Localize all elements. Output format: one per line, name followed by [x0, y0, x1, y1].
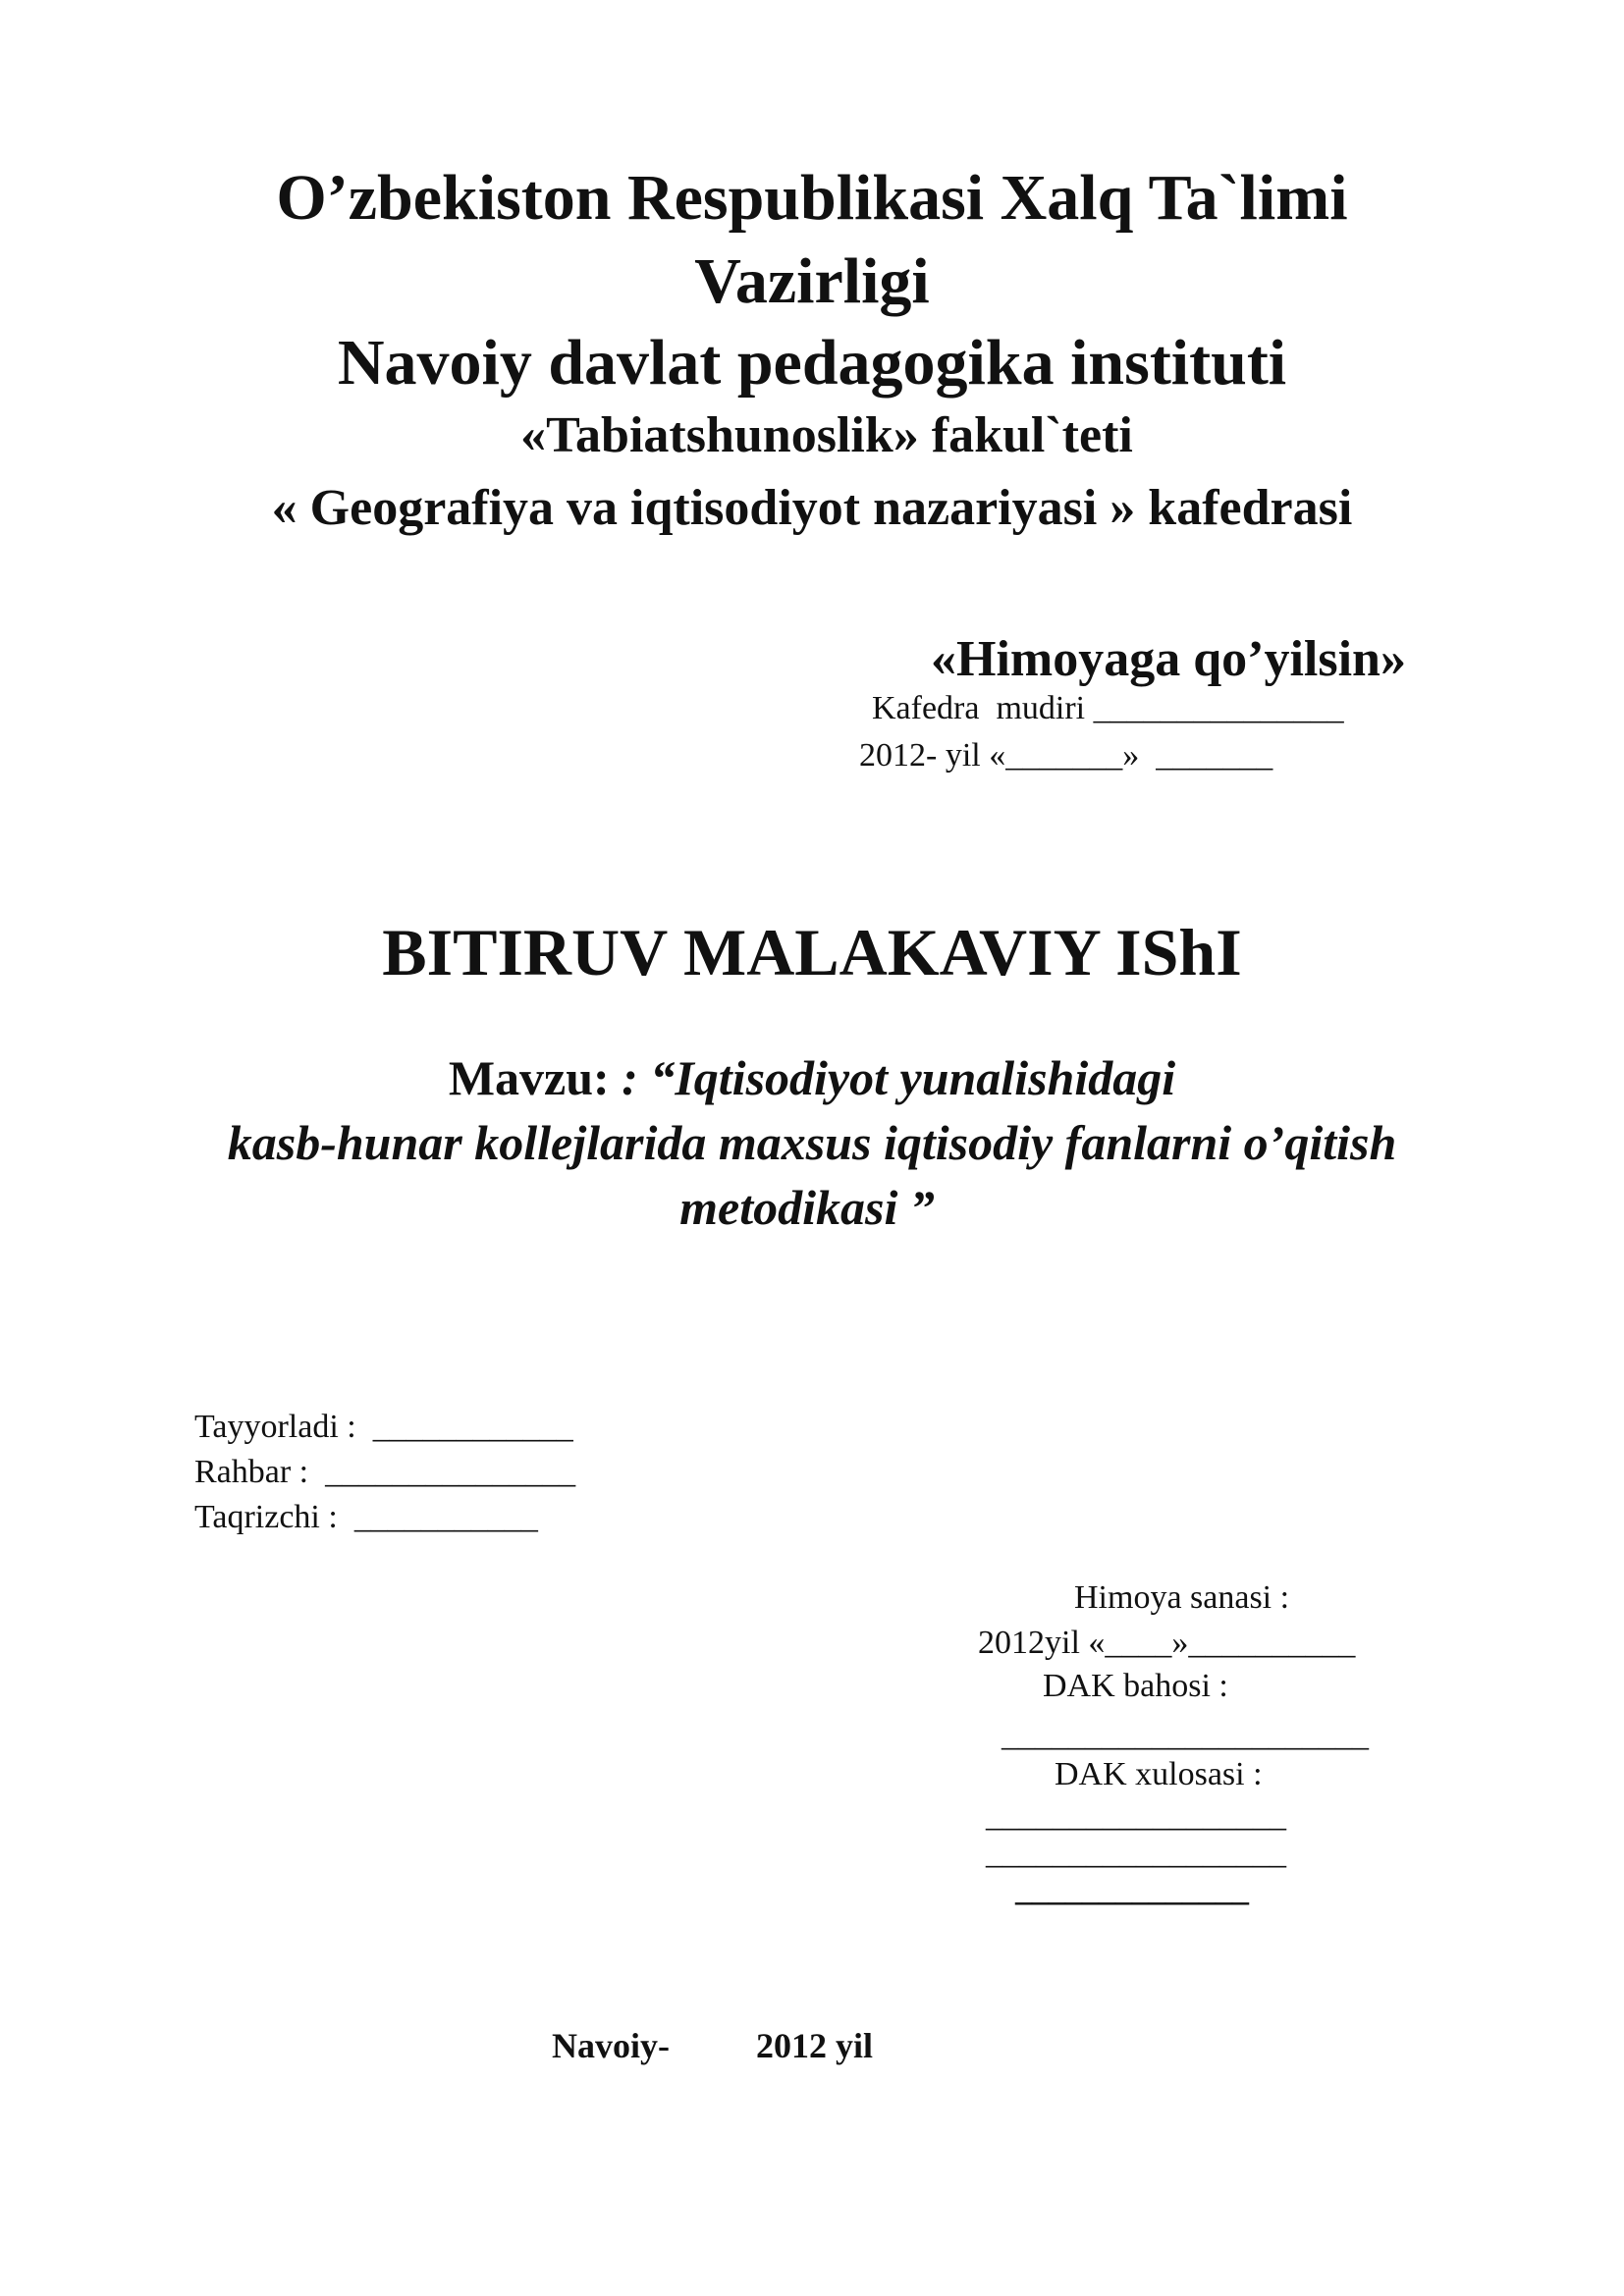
prepared-by-line: Tayyorladi : ____________ — [194, 1409, 573, 1445]
topic-label: Mavzu: — [448, 1050, 623, 1105]
topic-text-1: “Iqtisodiyot yunalishidagi — [637, 1050, 1176, 1105]
topic-line-2: kasb-hunar kollejlarida maxsus iqtisodiy fanlarni o’qitish — [227, 1115, 1397, 1170]
dak-grade-label: DAK bahosi : — [1043, 1668, 1228, 1704]
head-of-department-line: Kafedra mudiri _______________ — [872, 690, 1344, 726]
reviewer-line: Taqrizchi : ___________ — [194, 1499, 538, 1535]
footer-city: Navoiy- — [552, 2026, 670, 2065]
institute-name: Navoiy davlat pedagogika instituti — [337, 327, 1287, 399]
dak-conclusion-line-1: __________________ — [986, 1797, 1286, 1834]
dak-conclusion-line-3: ______________ — [1015, 1872, 1249, 1908]
dak-conclusion-label: DAK xulosasi : — [1055, 1756, 1263, 1792]
faculty-name: «Tabiatshunoslik» fakul`teti — [520, 407, 1133, 463]
footer-year: 2012 yil — [756, 2026, 874, 2065]
approval-date-line: 2012- yil «_______» _______ — [859, 737, 1273, 774]
dak-conclusion-line-2: __________________ — [986, 1835, 1286, 1871]
approval-title: «Himoyaga qo’yilsin» — [931, 631, 1406, 687]
topic-line-3: metodikasi ” — [679, 1180, 935, 1235]
ministry-line-2: Vazirligi — [694, 245, 930, 317]
dak-grade-line: ______________________ — [1001, 1717, 1369, 1753]
defense-date-label: Himoya sanasi : — [1074, 1579, 1290, 1616]
ministry-line-1: O’zbekiston Respublikasi Xalq Ta`limi — [276, 162, 1348, 234]
defense-date-value: 2012yil «____»__________ — [978, 1625, 1356, 1661]
topic-colon: : — [622, 1050, 638, 1105]
department-name: « Geografiya va iqtisodiyot nazariyasi » kafedrasi — [271, 480, 1353, 536]
thesis-title: BITIRUV MALAKAVIY IShI — [382, 915, 1242, 989]
supervisor-line: Rahbar : _______________ — [194, 1454, 576, 1490]
topic-line-1 — [0, 1046, 1624, 1109]
